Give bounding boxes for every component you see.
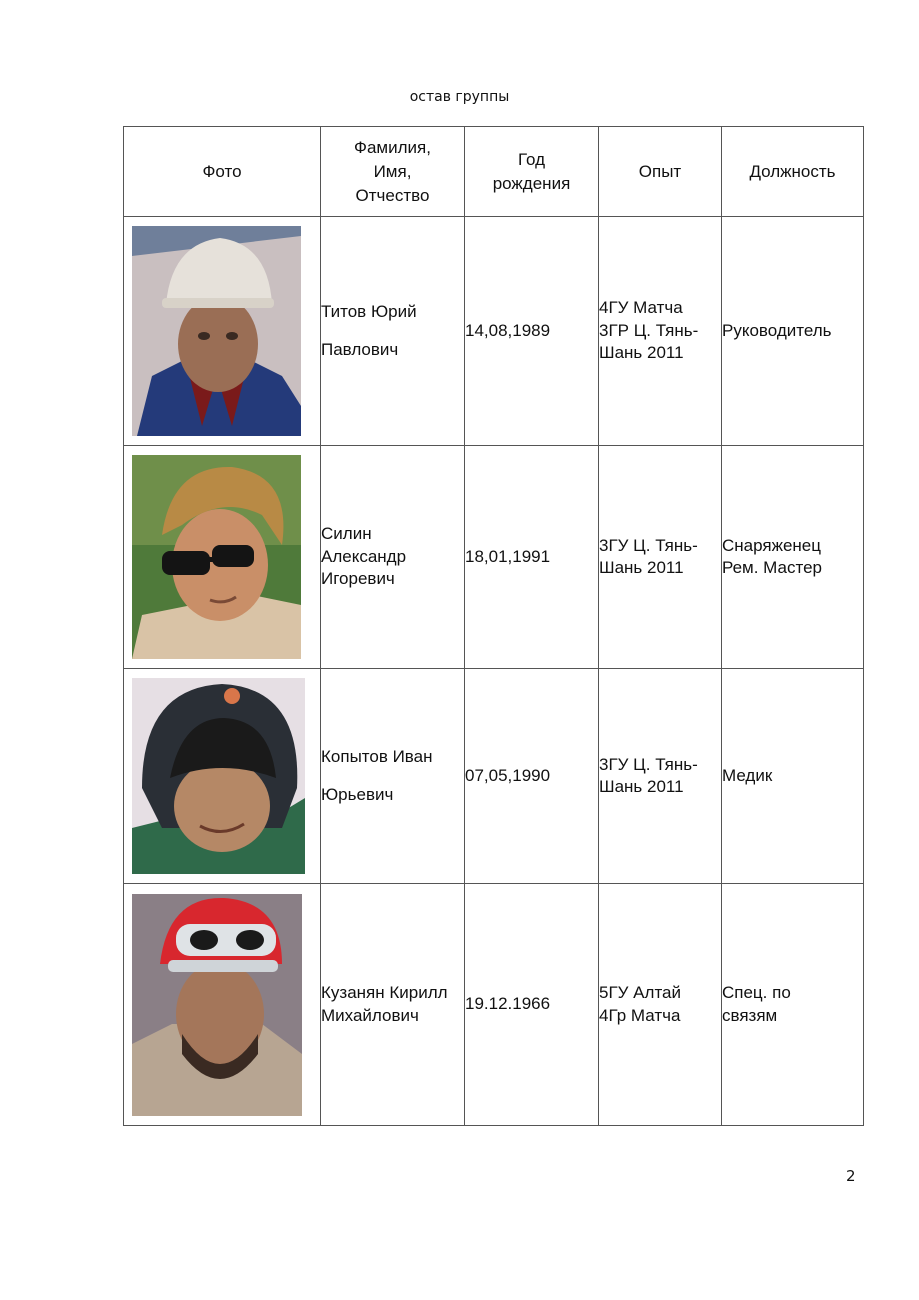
birth-date-cell: 07,05,1990 [465,669,599,884]
header-fio: Фамилия, Имя, Отчество [321,127,465,217]
page-number: 2 [846,1167,856,1185]
position-line: Медик [722,765,773,785]
position-cell [722,884,864,1126]
fio-line: Юрьевич [321,785,394,804]
experience-line: 4ГУ Матча [599,298,683,318]
position-line: Снаряженец [722,535,821,555]
birth-date-cell: 14,08,1989 [465,217,599,446]
fio-line: Михайлович [321,1005,419,1025]
table-row [124,669,864,884]
fio-cell [321,669,465,884]
experience-line: Шань 2011 [599,343,684,363]
experience-line: 4Гр Матча [599,1005,681,1025]
fio-cell [321,884,465,1126]
table-row [124,884,864,1126]
member-photo-kopytov [132,678,305,874]
fio-line: Силин [321,524,372,544]
experience-line: Шань 2011 [599,558,684,577]
experience-line: 3ГУ Ц. Тянь- [599,535,698,555]
experience-cell [599,884,722,1126]
position-line: связям [722,1005,778,1025]
fio-line: Кузанян Кирилл [321,983,448,1002]
page-title: остав группы [409,89,510,105]
member-photo-silin [132,455,301,659]
fio-cell [321,446,465,669]
crew-table [123,126,864,1126]
fio-cell [321,217,465,446]
header-photo: Фото [124,127,321,217]
header-experience: Опыт [599,127,722,217]
member-photo-kuzanyan [132,894,302,1116]
fio-line: Копытов Иван [321,746,433,766]
table-row [124,217,864,446]
table-header-row [124,127,864,217]
position-cell [722,669,864,884]
header-birth-year: Год рождения [465,127,599,217]
fio-line: Игоревич [321,569,395,589]
photo-cell [124,884,321,1126]
experience-cell [599,446,722,669]
photo-cell [124,217,321,446]
fio-line: Александр [321,546,407,566]
table-row [124,446,864,669]
photo-cell [124,446,321,669]
fio-line: Титов Юрий [321,301,417,321]
experience-line: Шань 2011 [599,777,684,796]
position-line: Спец. по [722,983,791,1002]
experience-cell [599,669,722,884]
experience-line: 3ГР Ц. Тянь- [599,320,699,340]
birth-date-cell: 19.12.1966 [465,884,599,1126]
experience-cell [599,217,722,446]
experience-line: 3ГУ Ц. Тянь- [599,754,698,774]
position-cell [722,217,864,446]
experience-line: 5ГУ Алтай [599,983,681,1002]
position-line: Рем. Мастер [722,558,822,577]
header-position: Должность [722,127,864,217]
fio-line: Павлович [321,340,399,359]
birth-date-cell: 18,01,1991 [465,446,599,669]
position-cell [722,446,864,669]
position-line: Руководитель [722,320,832,340]
photo-cell [124,669,321,884]
member-photo-titov [132,226,301,436]
